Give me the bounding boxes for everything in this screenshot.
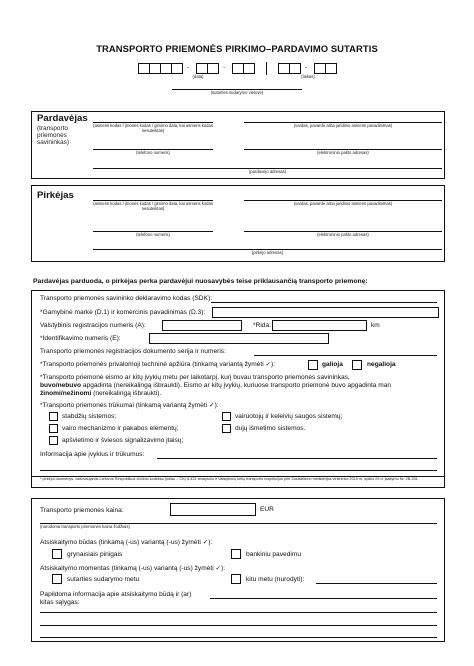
accident-choice-known[interactable]: žinomi/nežinomi bbox=[40, 390, 92, 397]
defect-steering-checkbox[interactable] bbox=[49, 424, 58, 433]
plate-input[interactable] bbox=[162, 320, 242, 331]
accident-line-2 bbox=[40, 382, 440, 390]
inspection-invalid-label: negalioja bbox=[367, 361, 396, 368]
payment-section bbox=[31, 498, 445, 642]
extra-info-line-1[interactable] bbox=[210, 598, 437, 599]
defect-brakes-checkbox[interactable] bbox=[49, 412, 58, 421]
reg-doc-label: Transporto priemonės registracijos dokumento serija ir numeris: bbox=[40, 348, 226, 355]
buyer-address-caption: (pirkėjo adresas) bbox=[251, 250, 284, 255]
incident-info-line-2[interactable] bbox=[40, 470, 437, 471]
sale-statement: Pardavėjas parduoda, o pirkėjas perka pardavėjui nuosavybės teise priklausančią transporto priemonę: bbox=[33, 278, 368, 285]
accident-line-2-text: apgadinta (nereikalingą išbraukti). Eismo ar kitų įvykių, kuriuose transporto priemonė buvo apgadinta man bbox=[81, 382, 392, 389]
vin-input[interactable] bbox=[149, 333, 329, 344]
payment-cash-label: grynaisiais pinigais bbox=[67, 551, 123, 558]
buyer-heading: Pirkėjas bbox=[37, 190, 74, 201]
date-separator: - bbox=[223, 64, 226, 71]
payment-at-signing-checkbox[interactable] bbox=[52, 574, 62, 584]
buyer-email-caption: (elektroninio pašto adresas) bbox=[317, 232, 369, 237]
vehicle-section bbox=[31, 290, 445, 488]
date-day-digit-2[interactable] bbox=[243, 63, 255, 74]
buyer-section bbox=[31, 185, 445, 262]
payment-cash-checkbox[interactable] bbox=[52, 549, 62, 559]
time-minute-digit-2[interactable] bbox=[325, 63, 337, 74]
mileage-input[interactable] bbox=[272, 320, 367, 331]
accident-line-1: *Transporto priemonė eismo ar kitų įvykių metu per laikotarpį, kurį buvau transporto priemonės savininkas, bbox=[40, 374, 350, 381]
make-label: *Gamybinė markė (D.1) ir komercinis pavadinimas (D.3): bbox=[40, 309, 206, 316]
mileage-unit: km bbox=[371, 322, 380, 329]
sdk-line[interactable] bbox=[211, 302, 437, 303]
incident-info-line-1[interactable] bbox=[157, 458, 437, 459]
payment-transfer-label: bankiniu pavedimu bbox=[246, 551, 301, 558]
buyer-code-caption: (asmens kodas / įmonės kodas / gimimo data, kai asmens kodas nesuteiktas) bbox=[93, 201, 213, 211]
defects-heading: *Transporto priemonės trūkumai (tinkamą variantą žymėti ✓): bbox=[40, 402, 219, 409]
defect-exhaust-checkbox[interactable] bbox=[222, 424, 231, 433]
price-words-caption: (nurodoma transporto priemonės kaina žodžiais) bbox=[40, 524, 130, 529]
defect-brakes-label: stabdžių sistemos; bbox=[62, 413, 117, 420]
seller-address-caption: (pardavėjo adresas) bbox=[248, 169, 287, 174]
buyer-phone-caption: (telefono numeris) bbox=[136, 232, 170, 237]
defect-lighting-checkbox[interactable] bbox=[49, 436, 58, 445]
accident-line-3-text: (nereikalingą išbraukti). bbox=[91, 390, 162, 397]
accident-choice-damaged[interactable]: buvo/nebuvo bbox=[40, 382, 82, 389]
extra-info-label-1: Papildoma informacija apie atsiskaitymo būdą ir (ar) bbox=[40, 591, 192, 598]
seller-phone-caption: (telefono numeris) bbox=[136, 150, 170, 155]
seller-code-caption: (asmens kodas / įmonės kodas / gimimo data, kai asmens kodas nesuteiktas) bbox=[93, 123, 213, 133]
extra-info-line-2[interactable] bbox=[40, 612, 437, 613]
date-time-divider bbox=[266, 62, 267, 75]
inspection-valid-checkbox[interactable] bbox=[308, 360, 318, 370]
inspection-invalid-checkbox[interactable] bbox=[352, 360, 362, 370]
price-label: Transporto priemonės kaina: bbox=[40, 507, 124, 514]
defect-steering-label: vairo mechanizmo ir pakabos elementų; bbox=[62, 425, 179, 432]
time-separator: - bbox=[305, 64, 308, 71]
extra-info-line-3[interactable] bbox=[40, 625, 437, 626]
seller-heading: Pardavėjas bbox=[37, 113, 88, 124]
payment-other-time-label: kitu metu (nurodyti): bbox=[246, 576, 305, 583]
inspection-label: *Transporto priemonės privalomoji techninė apžiūra (tinkamą variantą žymėti ✓): bbox=[40, 361, 276, 368]
vin-label: *Identifikavimo numeris (E): bbox=[40, 335, 121, 342]
payment-transfer-checkbox[interactable] bbox=[231, 549, 241, 559]
time-caption: (laikas) bbox=[301, 74, 315, 79]
payment-other-time-checkbox[interactable] bbox=[231, 574, 241, 584]
defect-exhaust-label: dujų išmetimo sistemos. bbox=[235, 425, 306, 432]
incident-info-label: Informacija apie įvykius ir trūkumus: bbox=[40, 451, 145, 458]
reg-doc-line[interactable] bbox=[254, 355, 437, 356]
page-title: TRANSPORTO PRIEMONĖS PIRKIMO–PARDAVIMO SUTARTIS bbox=[96, 43, 378, 54]
date-caption: (data) bbox=[192, 74, 204, 79]
payment-at-signing-label: sutarties sudarymo metu bbox=[67, 576, 140, 583]
defect-safety-checkbox[interactable] bbox=[222, 412, 231, 421]
seller-subheading: (transporto priemonės savininkas) bbox=[37, 125, 69, 146]
place-caption: (sutarties sudarymo vietovė) bbox=[210, 90, 264, 95]
payment-method-label: Atsiskaitymo būdas (tinkamą (-us) variantą (-us) žymėti ✓): bbox=[40, 539, 213, 546]
date-year-digit-4[interactable] bbox=[171, 63, 183, 74]
defect-safety-label: vairuotojų ir keleivių saugos sistemų; bbox=[235, 413, 343, 420]
footnote: * pirkėjui duomenys, vadovaujantis Lietuvos Respublikos civilinio kodekso (toliau – CK) 6.431 straipsniu ir Valstybinių kelių transporto inspekcijos prie Susisiekimo ministerijos viršininko 2015 m. spalio 29 d. įsakymu Nr. 2B-331. bbox=[40, 477, 419, 481]
time-hour-digit-2[interactable] bbox=[289, 63, 301, 74]
date-separator: - bbox=[187, 64, 190, 71]
payment-moment-label: Atsiskaitymo momentas (tinkamą (-us) variantą (-us) žymėti ✓): bbox=[40, 565, 226, 572]
date-month-digit-2[interactable] bbox=[207, 63, 219, 74]
make-input[interactable] bbox=[212, 307, 439, 318]
accident-line-3 bbox=[40, 390, 440, 398]
extra-info-label-2: kitas sąlygas: bbox=[40, 599, 80, 606]
seller-email-caption: (elektroninio pašto adresas) bbox=[317, 150, 369, 155]
sdk-label: Transporto priemonės savininko deklaravimo kodas (SDK): bbox=[40, 295, 212, 302]
mileage-label: *Rida: bbox=[253, 322, 271, 329]
plate-label: Valstybinis registracijos numeris (A): bbox=[40, 322, 146, 329]
price-currency: EUR bbox=[260, 506, 274, 513]
inspection-valid-label: galioja bbox=[322, 361, 343, 368]
payment-other-time-line[interactable] bbox=[316, 583, 437, 584]
seller-section bbox=[31, 111, 445, 179]
buyer-name-caption: (vardas, pavardė arba juridinio asmens pavadinimas) bbox=[293, 201, 393, 206]
defect-lighting-label: apšvietimo ir šviesos signalizavimo įtaisų; bbox=[62, 437, 184, 444]
seller-name-caption: (vardas, pavardė arba juridinio asmens pavadinimas) bbox=[293, 123, 393, 128]
price-input[interactable] bbox=[170, 503, 256, 516]
extra-info-line-4[interactable] bbox=[40, 637, 437, 638]
